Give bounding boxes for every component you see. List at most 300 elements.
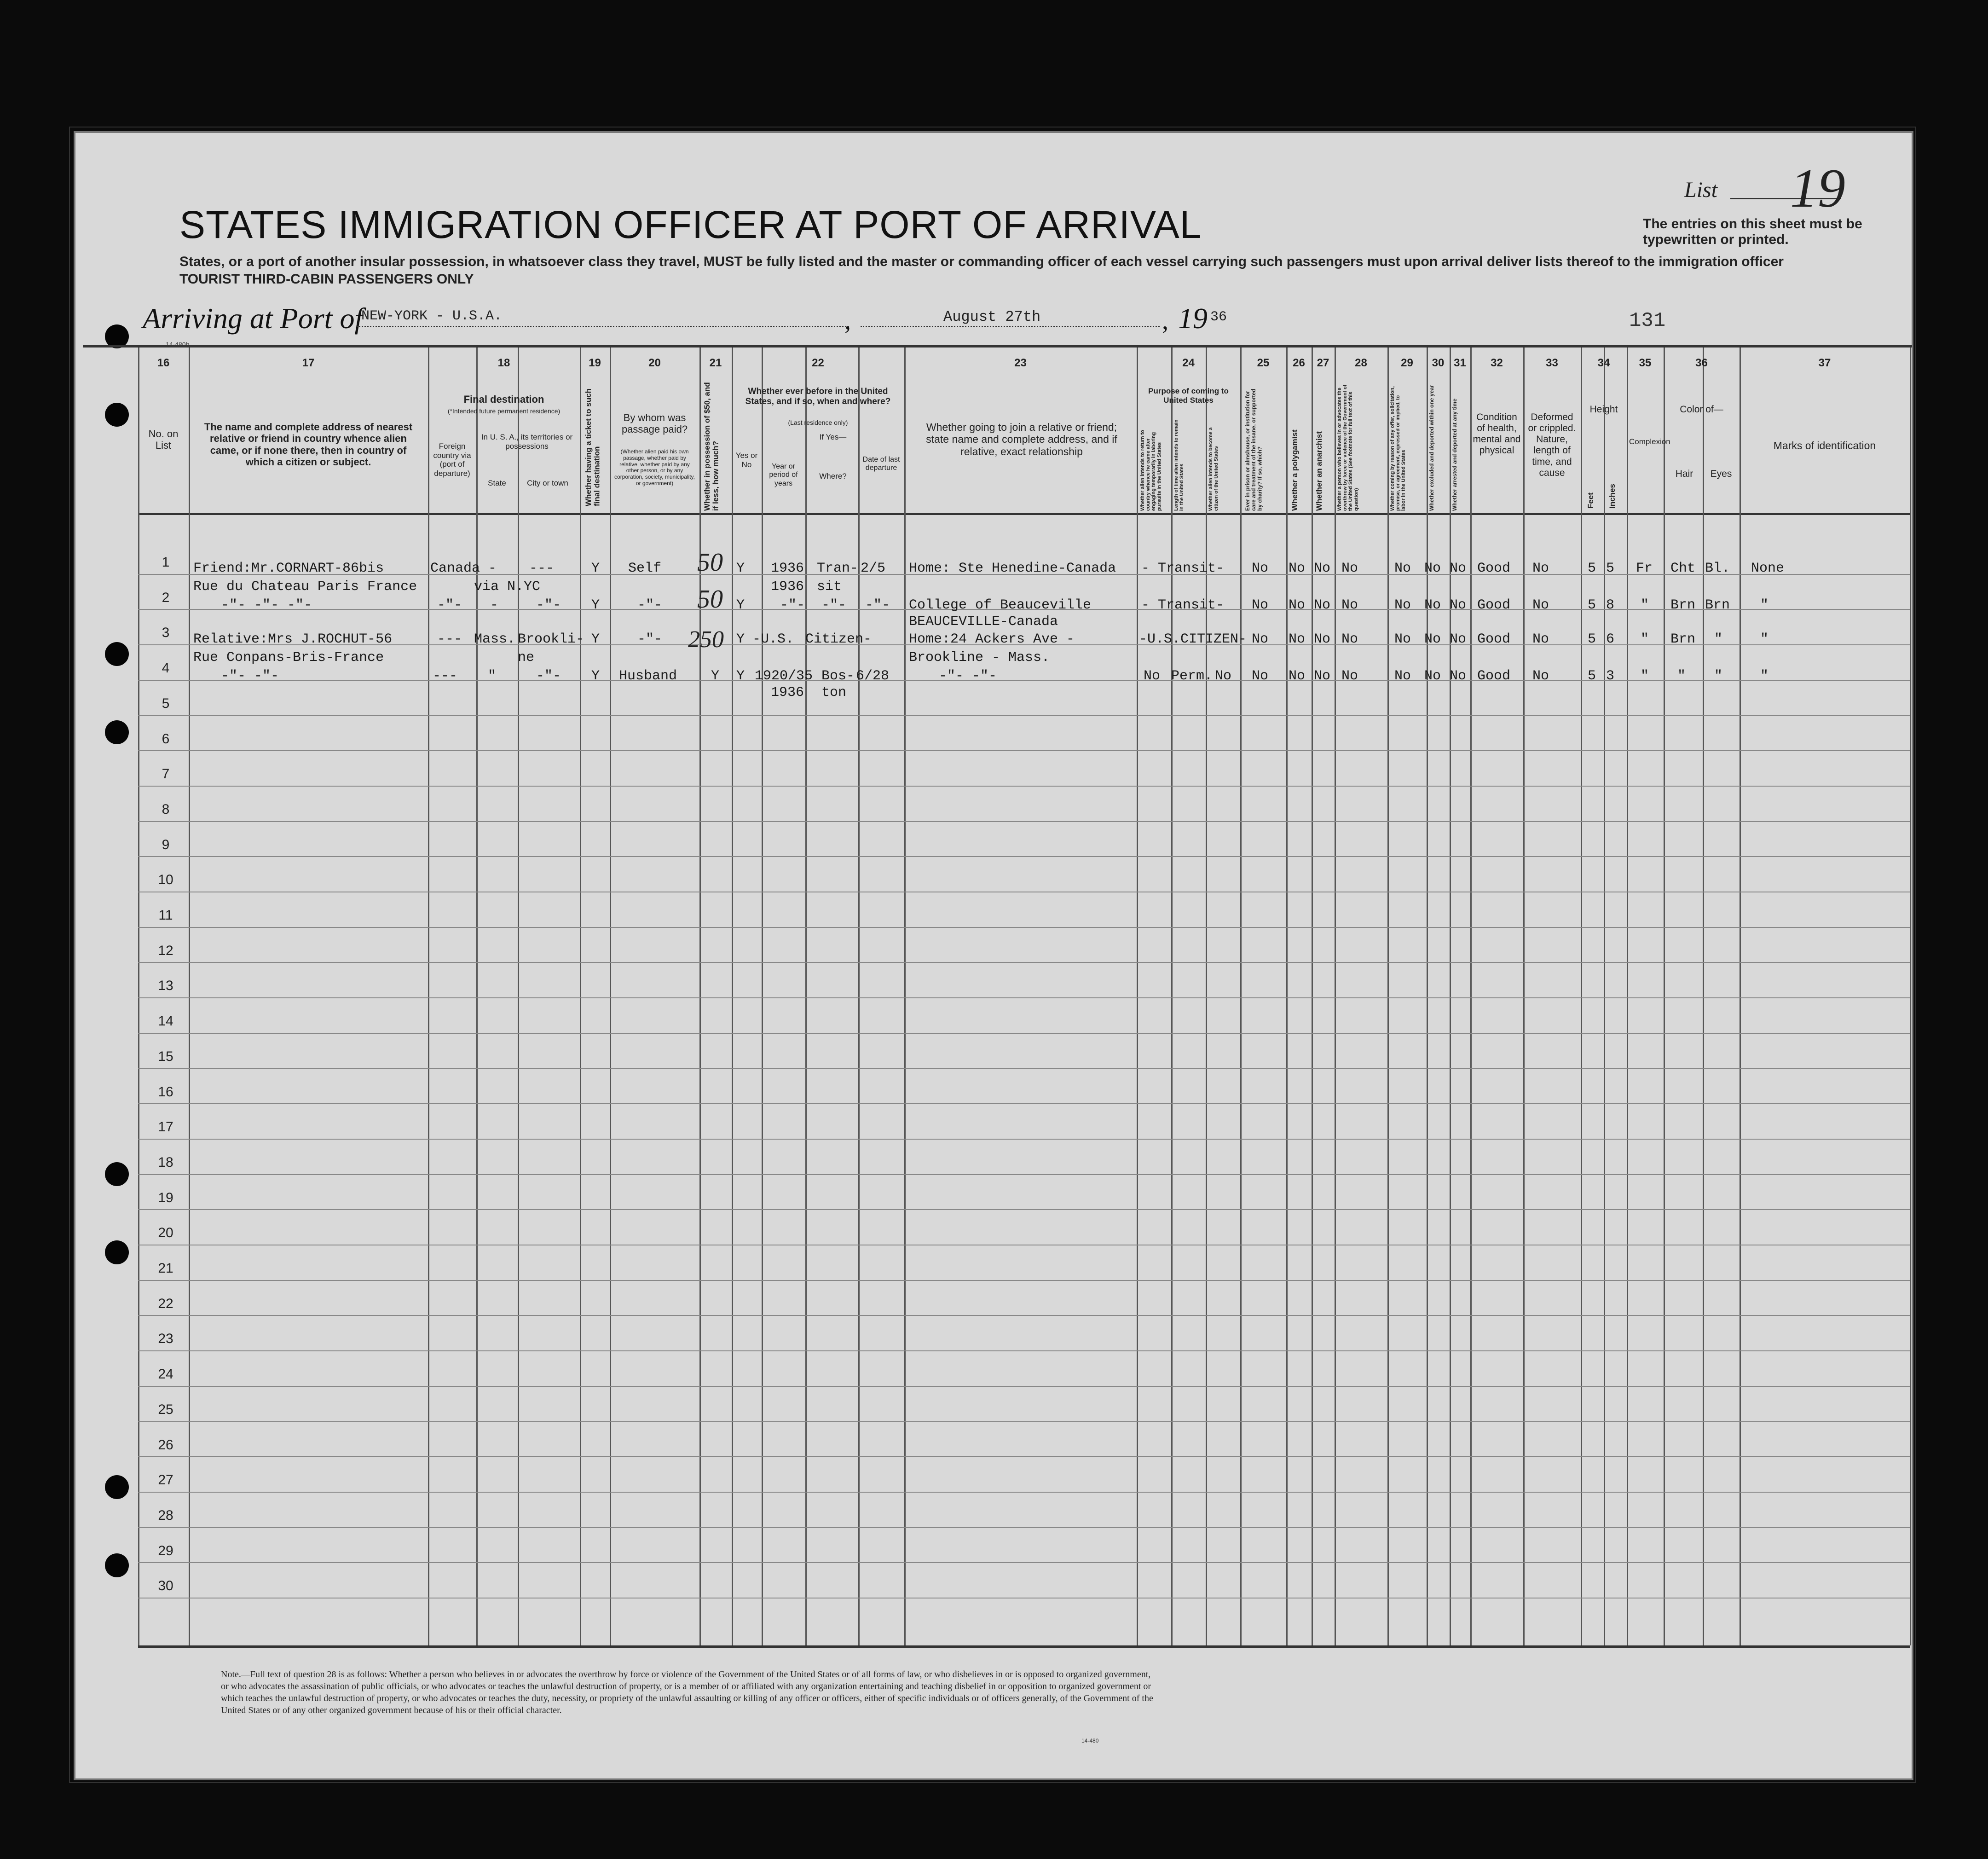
row-number: 26 — [158, 1437, 173, 1453]
entry1-paid: Self — [628, 561, 662, 576]
entry1-q29: No — [1394, 561, 1411, 576]
entry2-joining-line2: BEAUCEVILLE-Canada — [909, 614, 1058, 630]
col-num-22: 22 — [812, 357, 824, 369]
entry3-anarchist: No — [1314, 631, 1331, 647]
form-stamp: 14-480b — [166, 341, 190, 348]
grid-column-line — [699, 347, 701, 1645]
entry3-state: Mass. — [474, 631, 516, 647]
entry4-complexion: " — [1641, 668, 1649, 684]
hdr-date-departure: Date of last departure — [862, 456, 900, 472]
grid-row-line — [138, 1315, 1910, 1316]
grid-column-line — [1387, 347, 1389, 1645]
hdr-polygamist: Whether a polygamist — [1290, 429, 1299, 511]
punch-hole — [105, 720, 129, 744]
entry3-deformed: No — [1532, 631, 1549, 647]
col-num-27: 27 — [1317, 357, 1329, 369]
row-number: 19 — [158, 1190, 173, 1205]
hdr-feet: Feet — [1586, 492, 1595, 509]
row-number: 25 — [158, 1401, 173, 1417]
arriving-label: Arriving at Port of — [143, 302, 363, 335]
entry2-where: -"- — [821, 597, 847, 613]
entry4-joining: -"- -"- — [939, 668, 997, 684]
entry2-marks: " — [1760, 597, 1769, 613]
hdr-yes-or-no: Yes or No — [735, 451, 758, 469]
row-number: 20 — [158, 1225, 173, 1241]
entry2-year: -"- — [780, 597, 805, 613]
col-num-25: 25 — [1257, 357, 1270, 369]
hdr-purpose-a: Whether alien intends to return to country whence he came after engaging temporarily in laboring pursuits in the United States — [1140, 429, 1162, 511]
hdr-purpose-b: Length of time alien intends to remain in the United States — [1173, 419, 1185, 511]
grid-column-line — [1703, 347, 1704, 1645]
entry3-feet: 5 — [1588, 631, 1596, 647]
hdr-prison: Ever in prison or almshouse, or institution for care and treatment of the insane, or supported by charity? If so, which? — [1244, 388, 1263, 511]
table-top-rule — [83, 345, 1912, 347]
col-num-20: 20 — [648, 357, 661, 369]
row-number: 30 — [158, 1578, 173, 1594]
grid-column-line — [1286, 347, 1288, 1645]
entry1-foreign-via: via N.YC — [474, 579, 541, 595]
hdr-last-residence: (Last residence only) — [788, 419, 848, 426]
entry2-q28: No — [1341, 597, 1358, 613]
entry2-relative: -"- -"- -"- — [221, 597, 312, 613]
col-num-35: 35 — [1639, 357, 1652, 369]
col-num-17: 17 — [302, 357, 315, 369]
grid-column-line — [1664, 347, 1665, 1645]
entry1-ticket: Y — [591, 561, 600, 576]
entry4-q30: No — [1424, 668, 1441, 684]
grid-column-line — [1581, 347, 1582, 1645]
grid-column-line — [1206, 347, 1207, 1645]
entry3-marks: " — [1760, 631, 1769, 647]
entry4-purpose-c: No — [1215, 668, 1232, 684]
page-title: STATES IMMIGRATION OFFICER AT PORT OF ARRIVAL — [179, 203, 1202, 246]
comma-separator: , — [844, 307, 851, 335]
entry-instructions: The entries on this sheet must be typewritten or printed. — [1643, 216, 1862, 247]
grid-row-line — [138, 750, 1910, 751]
entry4-where-line2: ton — [821, 685, 847, 701]
entry2-departure: -"- — [865, 597, 890, 613]
entry4-anarchist: No — [1314, 668, 1331, 684]
entry1-foreign-country: Canada - — [430, 561, 497, 576]
entry2-paid: -"- — [637, 597, 663, 613]
grid-row-line — [138, 715, 1910, 716]
entry3-q31: No — [1450, 631, 1467, 647]
hdr-condition: Condition of health, mental and physical — [1473, 412, 1521, 456]
entry1-feet: 5 — [1588, 561, 1596, 576]
entry3-relative-line2: Rue Conpans-Bris-France — [193, 650, 384, 666]
row-number: 27 — [158, 1472, 173, 1488]
entry3-city-line2: ne — [518, 650, 535, 666]
grid-row-line — [138, 1421, 1910, 1422]
row-number: 15 — [158, 1048, 173, 1064]
grid-row-line — [138, 997, 1910, 998]
entry1-health: Good — [1477, 561, 1511, 576]
col-num-18: 18 — [497, 357, 510, 369]
entry2-money: 50 — [697, 585, 723, 614]
entry1-relative: Friend:Mr.CORNART-86bis — [193, 561, 384, 576]
entry1-prison: No — [1252, 561, 1269, 576]
row-number: 16 — [158, 1084, 173, 1100]
entry4-purpose-a: No — [1144, 668, 1161, 684]
col-num-30: 30 — [1432, 357, 1445, 369]
footnote-q28: Note.—Full text of question 28 is as follows: Whether a person who believes in or advocates the overthrow by force or violence of the Government of the United States or of all forms of law, or who disbelieves in or is opposed to organized government, or who advocates the assassination of public officials, or who advocates or teaches the unlawful destruction of property, or is a member of or affiliated with any organization entertaining and teaching disbelief in or opposition to organized government or which teaches the unlawful destruction of property, or who advocates or teaches the duty, necessity, or propriety of the unlawful assaulting or killing of any officer or officers, either of specific individuals or of officers generally, of the Government of the United States or of any other organized government because of his or their official character. — [221, 1669, 1153, 1715]
entry2-purpose: - Transit- — [1141, 597, 1225, 613]
entry2-health: Good — [1477, 597, 1511, 613]
col-num-36: 36 — [1695, 357, 1708, 369]
grid-row-line — [138, 1068, 1910, 1069]
grid-column-line — [1523, 347, 1525, 1645]
row-number: 7 — [162, 766, 170, 782]
entry3-city: Brookli- — [518, 631, 584, 647]
entry4-deformed: No — [1532, 668, 1549, 684]
hdr-eyes: Eyes — [1710, 469, 1732, 479]
grid-column-line — [904, 347, 906, 1645]
col-num-33: 33 — [1546, 357, 1558, 369]
entry2-foreign-country: -"- — [437, 597, 462, 613]
entry3-hair: Brn — [1670, 631, 1696, 647]
arrival-date: August 27th — [943, 308, 1041, 325]
entry2-polygamist: No — [1289, 597, 1306, 613]
hdr-if-yes: If Yes— — [819, 433, 847, 441]
page-subtitle: States, or a port of another insular possession, in whatsoever class they travel, MUST be fully listed and the master or commanding officer of each vessel carrying such passengers must upon arrival deliver lists thereof to the immigration officer — [179, 254, 1784, 269]
entry1-complexion: Fr — [1636, 561, 1653, 576]
entry2-q30: No — [1424, 597, 1441, 613]
hdr-joining: Whether going to join a relative or friend; state name and complete address, and if relative, exact relationship — [926, 421, 1117, 458]
hdr-q31: Whether arrested and deported at any time — [1451, 398, 1458, 511]
entry3-polygamist: No — [1289, 631, 1306, 647]
entry1-hair: Cht — [1670, 561, 1696, 576]
hdr-q30: Whether excluded and deported within one year — [1428, 385, 1435, 511]
punch-hole — [105, 403, 129, 427]
entry1-purpose: - Transit- — [1141, 561, 1225, 576]
entry3-paid: -"- — [637, 631, 663, 647]
grid-column-line — [1450, 347, 1451, 1645]
grid-column-line — [1171, 347, 1173, 1645]
port-value: NEW-YORK - U.S.A. — [361, 308, 503, 324]
grid-column-line — [1312, 347, 1313, 1645]
grid-column-line — [1137, 347, 1138, 1645]
col-num-16: 16 — [157, 357, 170, 369]
entry4-polygamist: No — [1289, 668, 1306, 684]
grid-row-line — [138, 927, 1910, 928]
entry3-joining: Home:24 Ackers Ave - — [909, 631, 1075, 647]
grid-row-line — [138, 1209, 1910, 1210]
col-num-32: 32 — [1491, 357, 1503, 369]
entry3-complexion: " — [1641, 631, 1649, 647]
entry1-where: Tran- — [817, 561, 859, 576]
year-prefix: 19 — [1178, 302, 1208, 335]
entry1-money: 50 — [697, 548, 723, 577]
grid-row-line — [138, 1174, 1910, 1175]
entry1-where-line2: sit — [817, 579, 842, 595]
grid-row-line — [138, 1280, 1910, 1281]
row-number: 12 — [158, 943, 173, 958]
grid-row-line — [138, 1492, 1910, 1493]
entry1-year: 1936 — [771, 561, 804, 576]
entry2-q29: No — [1394, 597, 1411, 613]
grid-row-line — [138, 786, 1910, 787]
entry4-purpose-b: Perm. — [1171, 668, 1213, 684]
grid-row-line — [138, 856, 1910, 857]
date-dotted-line — [861, 326, 1160, 327]
grid-row-line — [138, 1350, 1910, 1351]
entry2-ticket: Y — [591, 597, 600, 613]
grid-column-line — [189, 347, 190, 1645]
row-number: 4 — [162, 660, 170, 676]
entry4-feet: 5 — [1588, 668, 1596, 684]
hdr-by-whom-note: (Whether alien paid his own passage, whether paid by relative, whether paid by any other person, or by any corporation, society, municipality, or government) — [614, 448, 695, 486]
row-number: 8 — [162, 801, 170, 817]
entry3-foreign-country: --- — [437, 631, 462, 647]
entry1-q31: No — [1450, 561, 1467, 576]
hdr-by-whom-paid: By whom was passage paid? — [621, 412, 688, 435]
entry3-purpose: -U.S.CITIZEN- — [1139, 631, 1247, 647]
entry1-inches: 5 — [1606, 561, 1615, 576]
entry3-money: 250 — [688, 626, 724, 653]
comma-separator: , — [1162, 307, 1168, 335]
hdr-purpose-c: Whether alien intends to become a citizen of the United States — [1208, 427, 1219, 511]
entry2-inches: 8 — [1606, 597, 1615, 613]
entry2-q31: No — [1450, 597, 1467, 613]
hdr-q29: Whether coming by reason of any offer, solicitation, promise, or agreement, expressed or implied, to labor in the United States — [1390, 386, 1407, 511]
entry3-eyes: " — [1714, 631, 1723, 647]
grid-column-line — [580, 347, 581, 1645]
entry3-ticket: Y — [591, 631, 600, 647]
hdr-final-destination-note: (*Intended future permanent residence) — [447, 407, 561, 415]
grid-column-line — [428, 347, 429, 1645]
entry1-before: Y — [736, 561, 745, 576]
entry2-hair: Brn — [1670, 597, 1696, 613]
entry2-prison: No — [1252, 597, 1269, 613]
hdr-state: State — [488, 479, 506, 487]
grid-row-line — [138, 1139, 1910, 1140]
grid-row-line — [138, 1033, 1910, 1034]
punch-hole — [105, 1475, 129, 1499]
entry2-anarchist: No — [1314, 597, 1331, 613]
hdr-in-usa: In U. S. A., its territories or possessions — [481, 433, 573, 451]
hdr-city: City or town — [527, 479, 568, 487]
punch-hole — [105, 1240, 129, 1264]
entry4-relative: -"- -"- — [221, 668, 279, 684]
grid-row-line — [138, 962, 1910, 963]
entry1-deformed: No — [1532, 561, 1549, 576]
port-dotted-line — [357, 326, 849, 327]
entry4-q29: No — [1394, 668, 1411, 684]
grid-column-line — [805, 347, 807, 1645]
entry4-state: " — [488, 668, 497, 684]
col-num-21: 21 — [709, 357, 722, 369]
col-num-29: 29 — [1401, 357, 1413, 369]
entry4-city: -"- — [536, 668, 561, 684]
entry2-eyes: Brn — [1705, 597, 1730, 613]
col-num-34: 34 — [1597, 357, 1610, 369]
entry4-before: Y — [736, 668, 745, 684]
entry3-q29: No — [1394, 631, 1411, 647]
row-number: 21 — [158, 1261, 173, 1276]
sheet-number: 131 — [1629, 309, 1666, 332]
row-number: 22 — [158, 1296, 173, 1311]
year-suffix: 36 — [1210, 309, 1227, 325]
entry1-eyes: Bl. — [1705, 561, 1730, 576]
hdr-deformed: Deformed or crippled. Nature, length of time, and cause — [1528, 412, 1576, 478]
entry4-health: Good — [1477, 668, 1511, 684]
grid-column-line — [1604, 347, 1605, 1645]
entry3-prison: No — [1252, 631, 1269, 647]
passenger-class: TOURIST THIRD-CABIN PASSENGERS ONLY — [179, 272, 474, 287]
entry4-year: 1920/35 — [755, 668, 813, 684]
row-number: 11 — [158, 908, 173, 923]
hdr-nearest-relative: The name and complete address of nearest relative or friend in country whence alien came, or if none there, then in country of which a citizen or subject. — [204, 421, 413, 468]
punch-hole — [105, 642, 129, 666]
hdr-foreign-country: Foreign country via (port of departure) — [433, 442, 471, 478]
grid-column-line — [1427, 347, 1428, 1645]
entry4-inches: 3 — [1606, 668, 1615, 684]
hdr-height: Height — [1589, 404, 1618, 415]
row-number: 2 — [162, 590, 170, 605]
table-bottom-rule — [138, 1645, 1910, 1648]
hdr-final-destination: Final destination — [463, 394, 544, 405]
hdr-q28: Whether a person who believes in or advocates the overthrow by force or violence of the Government of the United States (See footnote for full text of this question) — [1337, 384, 1359, 511]
entry4-departure: 6/28 — [856, 668, 890, 684]
entry2-deformed: No — [1532, 597, 1549, 613]
entry4-ticket: Y — [591, 668, 600, 684]
grid-column-line — [1335, 347, 1336, 1645]
grid-column-line — [762, 347, 763, 1645]
entry1-marks: None — [1751, 561, 1785, 576]
grid-row-line — [138, 1562, 1910, 1563]
row-number: 9 — [162, 837, 170, 852]
entry3-health: Good — [1477, 631, 1511, 647]
grid-row-line — [138, 1527, 1910, 1528]
hdr-ever-before: Whether ever before in the United States, and if so, when and where? — [745, 387, 891, 406]
hdr-hair: Hair — [1675, 469, 1693, 479]
entry3-joining-line2: Brookline - Mass. — [909, 650, 1050, 666]
grid-column-line — [1740, 347, 1741, 1645]
row-number: 24 — [158, 1367, 173, 1382]
grid-row-line — [138, 821, 1910, 822]
footer-form-number: 14-480 — [1081, 1737, 1099, 1744]
punch-hole — [105, 1162, 129, 1186]
entry3-q28: No — [1341, 631, 1358, 647]
entry1-state: --- — [529, 561, 555, 576]
col-num-24: 24 — [1182, 357, 1195, 369]
row-number: 28 — [158, 1507, 173, 1523]
row-number: 13 — [158, 978, 173, 994]
entry2-city: -"- — [536, 597, 561, 613]
col-num-31: 31 — [1454, 357, 1466, 369]
punch-hole — [105, 1553, 129, 1577]
list-number: 19 — [1790, 157, 1845, 219]
grid-column-line — [858, 347, 860, 1645]
row-number: 18 — [158, 1154, 173, 1170]
hdr-complexion: Complexion — [1629, 437, 1670, 446]
row-number: 14 — [158, 1013, 173, 1029]
entry1-joining: Home: Ste Henedine-Canada — [909, 561, 1116, 576]
hdr-marks: Marks of identification — [1773, 440, 1876, 452]
col-num-19: 19 — [589, 357, 601, 369]
entry4-money: Y — [711, 668, 720, 684]
entry4-paid: Husband — [619, 668, 677, 684]
entry4-where: Bos- — [821, 668, 855, 684]
grid-column-line — [610, 347, 611, 1645]
entry4-prison: No — [1252, 668, 1269, 684]
entry1-year-line2: 1936 — [771, 579, 804, 595]
header-bottom-rule — [138, 513, 1910, 515]
hdr-color-of: Color of— — [1680, 404, 1723, 415]
col-num-23: 23 — [1014, 357, 1027, 369]
entry4-hair: " — [1677, 668, 1686, 684]
entry3-q30: No — [1424, 631, 1441, 647]
row-number: 1 — [162, 555, 170, 570]
grid-column-line — [732, 347, 733, 1645]
grid-column-line — [476, 347, 478, 1645]
grid-column-line — [138, 347, 139, 1645]
entry3-inches: 6 — [1606, 631, 1615, 647]
grid-column-line — [1240, 347, 1242, 1645]
entry1-departure: 2/5 — [861, 561, 886, 576]
grid-row-line — [138, 1386, 1910, 1387]
hdr-purpose: Purpose of coming to United States — [1148, 387, 1229, 405]
entry3-relative: Relative:Mrs J.ROCHUT-56 — [193, 631, 393, 647]
row-number: 17 — [158, 1119, 173, 1135]
entry2-complexion: " — [1641, 597, 1649, 613]
entry1-anarchist: No — [1314, 561, 1331, 576]
list-label: List — [1684, 178, 1718, 202]
entry4-foreign-country: --- — [433, 668, 458, 684]
entry3-before: Y — [736, 631, 745, 647]
entry1-polygamist: No — [1289, 561, 1306, 576]
col-num-37: 37 — [1818, 357, 1831, 369]
hdr-ticket: Whether having a ticket to such final destination — [584, 388, 601, 506]
row-number: 10 — [158, 872, 173, 888]
entry2-feet: 5 — [1588, 597, 1596, 613]
row-number: 6 — [162, 731, 170, 747]
hdr-inches: Inches — [1608, 484, 1617, 509]
row-number: 5 — [162, 695, 170, 711]
entry1-q30: No — [1424, 561, 1441, 576]
hdr-money: Whether in possession of $50, and if less, how much? — [703, 382, 720, 511]
entry4-year-line2: 1936 — [771, 685, 804, 701]
hdr-year-period: Year or period of years — [769, 463, 798, 487]
entry2-joining: College of Beauceville — [909, 597, 1092, 613]
col-num-28: 28 — [1355, 357, 1367, 369]
entry4-eyes: " — [1714, 668, 1723, 684]
entry3-where: Citizen- — [805, 631, 872, 647]
entry1-q28: No — [1341, 561, 1358, 576]
entry2-before: Y — [736, 597, 745, 613]
grid-row-line — [138, 1456, 1910, 1457]
hdr-where: Where? — [819, 472, 847, 481]
row-number: 3 — [162, 625, 170, 641]
grid-column-line — [1470, 347, 1472, 1645]
entry4-q28: No — [1341, 668, 1358, 684]
entry4-q31: No — [1450, 668, 1467, 684]
hdr-anarchist: Whether an anarchist — [1315, 431, 1323, 511]
grid-column-line — [1627, 347, 1628, 1645]
grid-column-line — [518, 347, 519, 1645]
hdr-no-on-list: No. on List — [148, 428, 179, 452]
entry1-relative-line2: Rue du Chateau Paris France — [193, 579, 417, 595]
entry3-year: -U.S. — [752, 631, 794, 647]
row-number: 29 — [158, 1543, 173, 1558]
entry4-marks: " — [1760, 668, 1769, 684]
grid-column-line — [1910, 347, 1911, 1645]
entry2-state: - — [490, 597, 499, 613]
col-num-26: 26 — [1293, 357, 1305, 369]
manifest-sheet — [74, 131, 1913, 1780]
grid-row-line — [138, 1103, 1910, 1104]
row-number: 23 — [158, 1331, 173, 1347]
